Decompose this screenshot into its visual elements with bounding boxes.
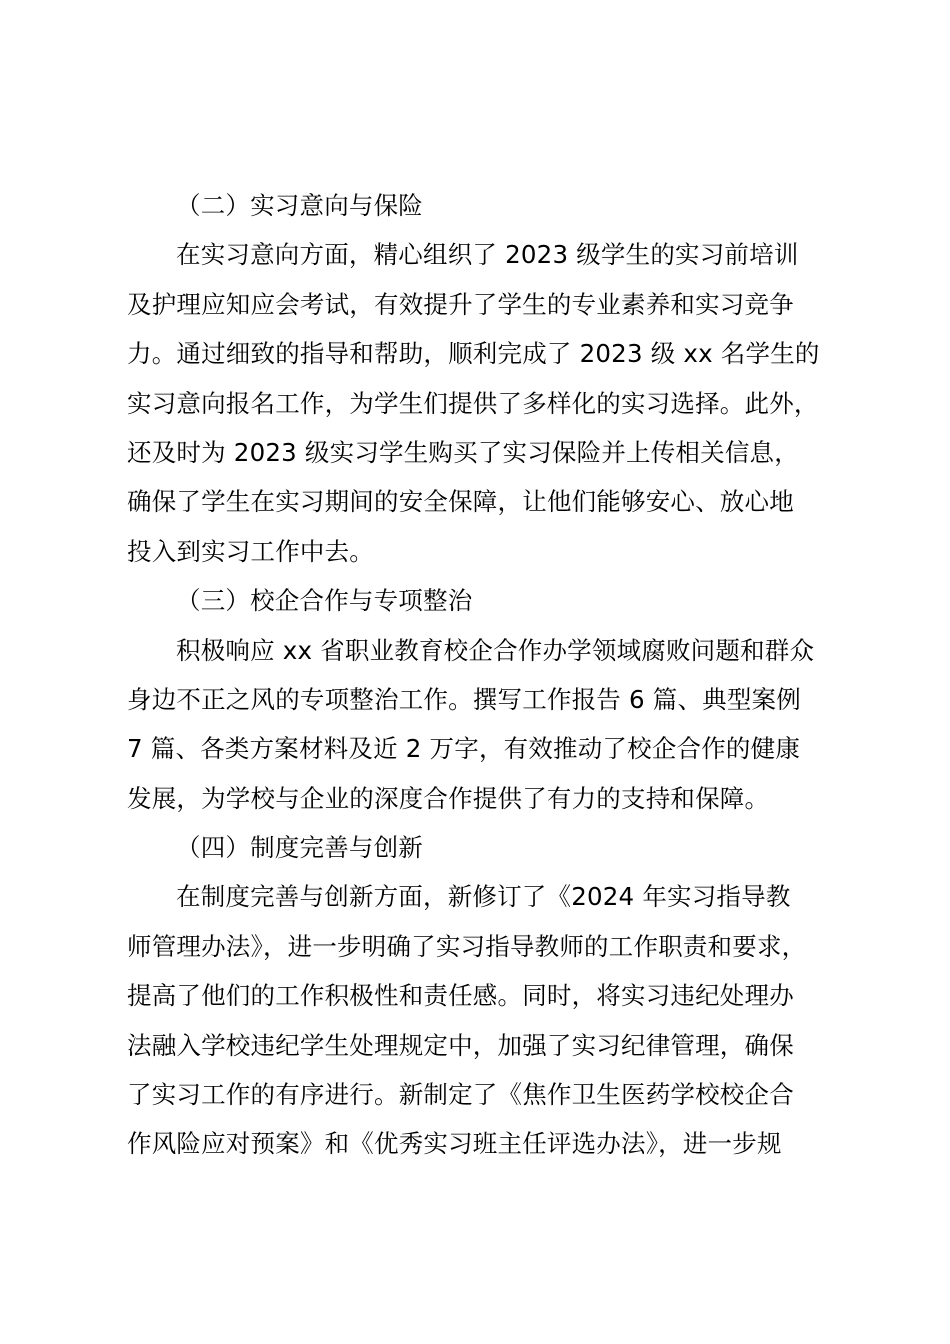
paragraph-line: 及护理应知应会考试，有效提升了学生的专业素养和实习竞争 — [127, 289, 794, 319]
paragraph-line: 在实习意向方面，精心组织了 2023 级学生的实习前培训 — [176, 240, 799, 270]
paragraph-line: 积极响应 xx 省职业教育校企合作办学领域腐败问题和群众 — [176, 635, 815, 665]
paragraph-line: 发展，为学校与企业的深度合作提供了有力的支持和保障。 — [127, 783, 770, 813]
paragraph-line: 身边不正之风的专项整治工作。撰写工作报告 6 篇、典型案例 — [127, 684, 801, 714]
paragraph-line: 7 篇、各类方案材料及近 2 万字，有效推动了校企合作的健康 — [127, 734, 801, 764]
paragraph-line: 投入到实习工作中去。 — [127, 536, 374, 566]
paragraph-line: 提高了他们的工作积极性和责任感。同时，将实习违纪处理办 — [127, 981, 794, 1011]
paragraph-line: 法融入学校违纪学生处理规定中，加强了实习纪律管理，确保 — [127, 1030, 794, 1060]
document-body — [127, 181, 835, 1169]
paragraph-line: 在制度完善与创新方面，新修订了《2024 年实习指导教 — [176, 882, 791, 912]
paragraph-line: 作风险应对预案》和《优秀实习班主任评选办法》，进一步规 — [127, 1129, 782, 1159]
paragraph-line: 了实习工作的有序进行。新制定了《焦作卫生医药学校校企合 — [127, 1080, 794, 1110]
section-heading-2: （二）实习意向与保险 — [176, 191, 423, 220]
paragraph-line: 实习意向报名工作，为学生们提供了多样化的实习选择。此外， — [127, 388, 819, 418]
paragraph-line: 还及时为 2023 级实习学生购买了实习保险并上传相关信息， — [127, 437, 799, 467]
section-heading-4: （四）制度完善与创新 — [176, 833, 423, 863]
section-heading-3: （三）校企合作与专项整治 — [176, 586, 473, 616]
paragraph-line: 力。通过细致的指导和帮助，顺利完成了 2023 级 xx 名学生的 — [127, 339, 820, 369]
paragraph-line: 确保了学生在实习期间的安全保障，让他们能够安心、放心地 — [127, 487, 794, 517]
paragraph-line: 师管理办法》，进一步明确了实习指导教师的工作职责和要求， — [127, 931, 807, 961]
